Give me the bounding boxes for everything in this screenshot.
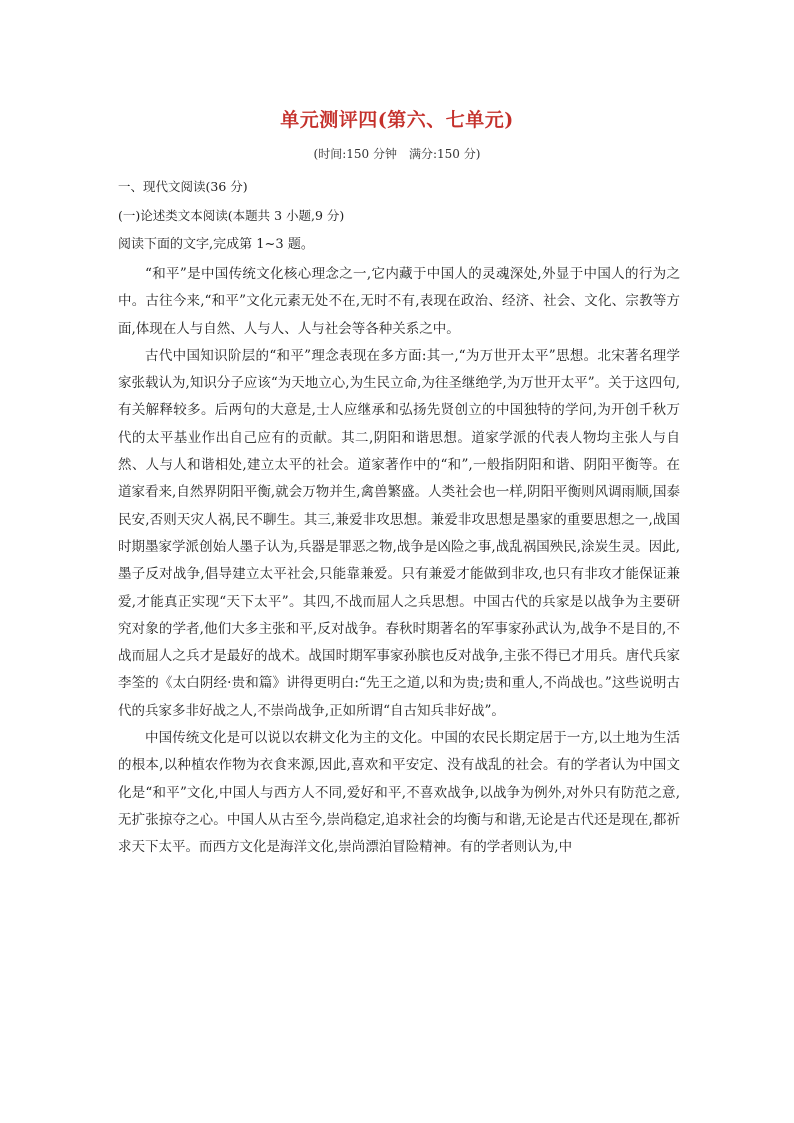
section-heading: 一、现代文阅读(36 分) [118, 179, 248, 194]
passage-paragraph-1: “和平”是中国传统文化核心理念之一,它内藏于中国人的灵魂深处,外显于中国人的行为之中。古往今来,“和平”文化元素无处不在,无时不有,表现在政治、经济、社会、文化、宗教等方面,体现在人与自然、人与人、人与社会等各种关系之中。 [118, 266, 680, 337]
page-title: 单元测评四(第六、七单元) [280, 109, 514, 131]
exam-meta: (时间:150 分钟 满分:150 分) [313, 147, 481, 161]
passage-paragraph-2: 古代中国知识阶层的“和平”理念表现在多方面:其一,“为万世开太平”思想。北宋著名理学家张载认为,知识分子应该“为天地立心,为生民立命,为往圣继绝学,为万世开太平”。关于这四句,有关解释较多。后两句的大意是,士人应继承和弘扬先贤创立的中国独特的学问,为开创千秋万代的太平基业作出自己应有的贡献。其二,阴阳和谐思想。道家学派的代表人物均主张人与自然、人与人和谐相处,建立太平的社会。道家著作中的“和”,一般指阴阳和谐、阴阳平衡等。在道家看来,自然界阴阳平衡,就会万物并生,禽兽繁盛。人类社会也一样,阴阳平衡则风调雨顺,国泰民安,否则天灾人祸,民不聊生。其三,兼爱非攻思想。兼爱非攻思想是墨家的重要思想之一,战国时期墨家学派创始人墨子认为,兵器是罪恶之物,战争是凶险之事,战乱祸国殃民,涂炭生灵。因此,墨子反对战争,倡导建立太平社会,只能靠兼爱。只有兼爱才能做到非攻,也只有非攻才能保证兼爱,才能真正实现“天下太平”。其四,不战而屈人之兵思想。中国古代的兵家是以战争为主要研究对象的学者,他们大多主张和平,反对战争。春秋时期著名的军事家孙武认为,战争不是目的,不战而屈人之兵才是最好的战术。战国时期军事家孙膑也反对战争,主张不得已才用兵。唐代兵家李筌的《太白阴经·贵和篇》讲得更明白:“先王之道,以和为贵;贵和重人,不尚战也。”这些说明古代的兵家多非好战之人,不崇尚战争,正如所谓“自古知兵非好战”。 [118, 347, 680, 719]
passage-body [118, 261, 680, 862]
passage-paragraph-3: 中国传统文化是可以说以农耕文化为主的文化。中国的农民长期定居于一方,以土地为生活的根本,以种植农作物为衣食来源,因此,喜欢和平安定、没有战乱的社会。有的学者认为中国文化是“和平”文化,中国人与西方人不同,爱好和平,不喜欢战争,以战争为例外,对外只有防范之意,无扩张掠夺之心。中国人从古至今,崇尚稳定,追求社会的均衡与和谐,无论是古代还是现在,都祈求天下太平。而西方文化是海洋文化,崇尚漂泊冒险精神。有的学者则认为,中 [118, 730, 680, 856]
subsection-heading: (一)论述类文本阅读(本题共 3 小题,9 分) [118, 208, 345, 223]
reading-instruction: 阅读下面的文字,完成第 1~3 题。 [118, 237, 314, 252]
